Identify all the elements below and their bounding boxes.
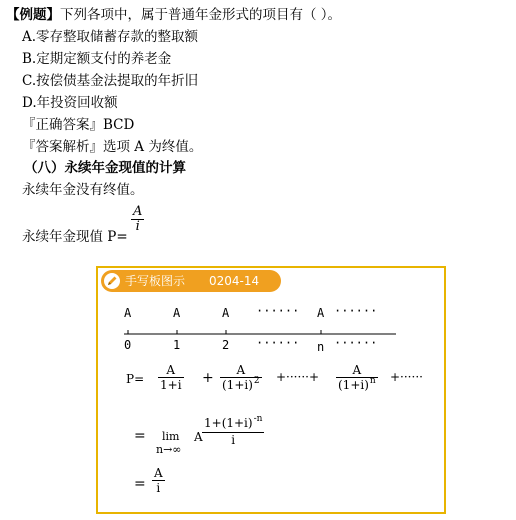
answer-analysis: 『答案解析』选项 A 为终值。	[22, 139, 203, 155]
eq3-fraction	[152, 466, 165, 495]
eq1-term3-num: A	[352, 363, 362, 377]
eq2-fraction	[202, 416, 264, 447]
timeline-top-2: A	[222, 306, 230, 320]
eq1-lhs: P=	[126, 372, 145, 386]
handwriting-panel	[96, 266, 446, 514]
eq3-den: i	[156, 481, 161, 495]
question-stem	[6, 6, 341, 24]
eq3-num: A	[154, 466, 163, 480]
option-c: C.按偿债基金法提取的年折旧	[22, 73, 199, 89]
eq2-lim: lim	[162, 430, 180, 443]
eq1-term2-den	[220, 378, 262, 394]
eq1-term1	[158, 363, 184, 392]
panel-title: 手写板图示	[125, 274, 186, 288]
option-a: A.零存整取储蓄存款的整取额	[22, 29, 199, 45]
eq1-term2	[220, 363, 262, 394]
timeline-bottom-4: n	[317, 340, 325, 354]
eq1-term1-num: A	[166, 363, 176, 377]
timeline-top-4: A	[317, 306, 325, 320]
formula-label: 永续年金现值 P=	[22, 229, 128, 245]
section-line: 永续年金没有终值。	[22, 182, 144, 198]
timeline-top-5: ······	[334, 304, 378, 318]
eq2-limit-sub: n→∞	[156, 443, 182, 456]
eq1-mid: +······+	[276, 370, 319, 384]
formula-fraction	[131, 205, 144, 234]
eq3-equals: =	[134, 476, 146, 492]
eq1-term2-num: A	[236, 363, 246, 377]
option-b: B.定期定额支付的养老金	[22, 51, 172, 67]
formula-numerator: A	[133, 204, 143, 219]
option-d: D.年投资回收额	[22, 95, 118, 111]
question-tag: 【例题】	[6, 7, 60, 23]
section-heading: （八）永续年金现值的计算	[24, 160, 186, 176]
eq2-den: i	[231, 433, 236, 447]
timeline-bottom-1: 1	[173, 338, 181, 352]
timeline-top-3: ······	[256, 304, 300, 318]
eq1-term2-exp: 2	[253, 376, 260, 386]
eq1-term3	[336, 363, 378, 394]
pen-icon	[104, 273, 120, 289]
panel-code: 0204-14	[209, 274, 260, 288]
correct-answer: 『正确答案』BCD	[22, 117, 135, 133]
timeline-bottom-2: 2	[222, 338, 230, 352]
eq1-term3-den-base: (1+i)	[338, 378, 369, 392]
timeline-bottom-5: ······	[334, 336, 378, 350]
panel-title-bar	[101, 270, 281, 292]
timeline-bottom-3: ······	[256, 336, 300, 350]
question-text: 下列各项中，属于普通年金形式的项目有（ ）。	[60, 7, 342, 23]
eq2-num-base: 1+(1+i)	[204, 416, 253, 430]
eq1-plus1: +	[202, 370, 214, 386]
eq1-term2-den-base: (1+i)	[222, 378, 253, 392]
eq2-coefficient: A	[194, 430, 203, 444]
eq2-equals: =	[134, 428, 146, 444]
timeline-bottom-0: 0	[124, 338, 132, 352]
eq2-exp: -n	[253, 414, 263, 424]
eq1-term3-den	[336, 378, 378, 394]
eq1-tail: +······	[390, 370, 423, 384]
timeline-top-1: A	[173, 306, 181, 320]
formula-denominator: i	[135, 219, 140, 234]
eq1-term3-exp: n	[369, 376, 376, 386]
eq1-term1-den: 1+i	[160, 378, 182, 392]
eq2-num	[202, 416, 264, 432]
timeline-top-0: A	[124, 306, 132, 320]
